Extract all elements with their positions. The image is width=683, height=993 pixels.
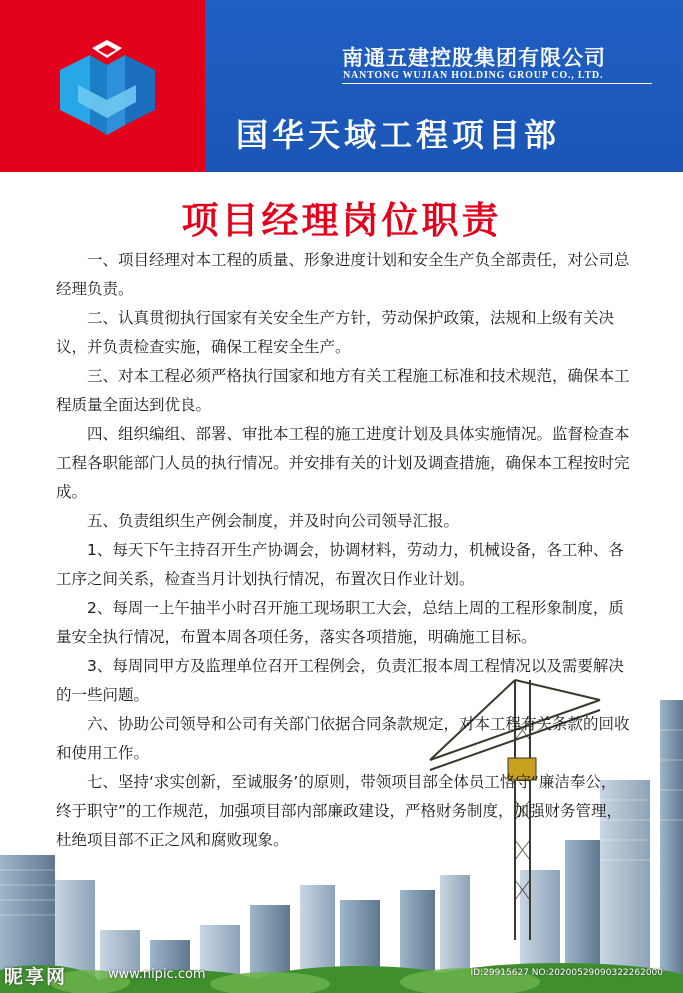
header-red-block <box>0 0 205 172</box>
duty-paragraph-5-1: 1、每天下午主持召开生产协调会，协调材料，劳动力，机械设备，各工种、各工序之间关系，检查当月计划执行情况，布置次日作业计划。 <box>56 541 624 588</box>
duty-paragraph-3: 三、对本工程必须严格执行国家和地方有关工程施工标准和技术规范，确保本工程质量全面达到优良。 <box>56 367 630 414</box>
company-logo-icon <box>50 40 165 140</box>
header-banner <box>0 0 683 172</box>
duty-paragraph-5-2: 2、每周一上午抽半小时召开施工现场职工大会，总结上周的工程形象制度，质量安全执行情况，布置本周各项任务，落实各项措施，明确施工目标。 <box>56 599 624 646</box>
watermark-url: www.nipic.com <box>108 967 206 982</box>
duty-content <box>56 246 631 855</box>
watermark-brand: 昵享网 <box>4 966 68 988</box>
duty-paragraph-7: 七、坚持‘求实创新，至诚服务’的原则，带领项目部全体员工恪守“廉洁奉公，终于职守”的工作规范，加强项目部内部廉政建设，严格财务制度，加强财务管理，杜绝项目部不正之风和腐败现象。 <box>56 773 623 849</box>
duty-paragraph-4: 四、组织编组、部署、审批本工程的施工进度计划及具体实施情况。监督检查本工程各职能部门人员的执行情况。并安排有关的计划及调查措施，确保本工程按时完成。 <box>56 425 630 501</box>
company-name-en: NANTONG WUJIAN HOLDING GROUP CO., LTD. <box>343 70 604 81</box>
watermark-id: ID:29915627 NO:20200529090322262000 <box>470 968 663 978</box>
duty-paragraph-5: 五、负责组织生产例会制度，并及时向公司领导汇报。 <box>87 512 460 530</box>
company-name-cn: 南通五建控股集团有限公司 <box>342 45 606 70</box>
page-title: 项目经理岗位职责 <box>181 198 502 242</box>
duty-paragraph-2: 二、认真贯彻执行国家有关安全生产方针，劳动保护政策，法规和上级有关决议，并负责检查实施，确保工程安全生产。 <box>56 309 615 356</box>
department-name: 国华天域工程项目部 <box>236 116 561 154</box>
company-divider <box>342 83 652 84</box>
duty-paragraph-6: 六、协助公司领导和公司有关部门依据合同条款规定，对本工程有关条款的回收和使用工作。 <box>56 715 630 762</box>
duty-paragraph-1: 一、项目经理对本工程的质量、形象进度计划和安全生产负全部责任，对公司总经理负责。 <box>56 251 630 298</box>
duty-paragraph-5-3: 3、每周同甲方及监理单位召开工程例会，负责汇报本周工程情况以及需要解决的一些问题。 <box>56 657 624 704</box>
